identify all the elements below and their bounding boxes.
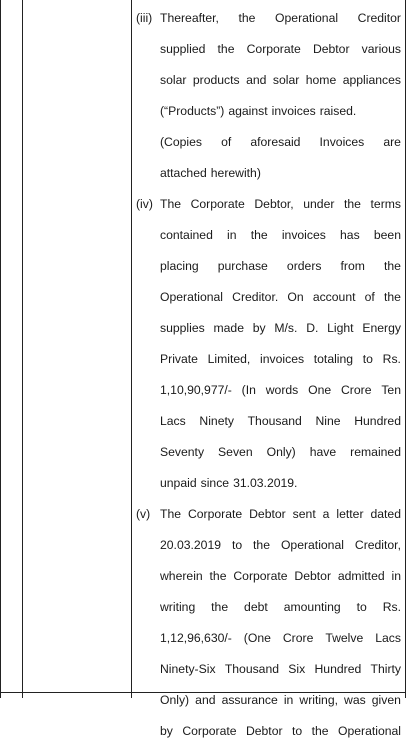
word: and bbox=[195, 693, 216, 707]
word: Only) bbox=[266, 445, 296, 459]
paragraph-line bbox=[136, 96, 401, 127]
word: of bbox=[221, 135, 232, 149]
word: Seventy bbox=[160, 445, 205, 459]
word: to bbox=[362, 352, 373, 366]
word: 1,10,90,977/- bbox=[160, 383, 232, 397]
word: the bbox=[217, 42, 235, 56]
word: Debtor bbox=[294, 569, 332, 583]
word: Operational bbox=[337, 724, 401, 738]
word: Ninety bbox=[199, 414, 234, 428]
word: remained bbox=[350, 445, 401, 459]
word: Twelve bbox=[325, 631, 364, 645]
word: sent bbox=[292, 507, 316, 521]
word: Thousand bbox=[247, 414, 302, 428]
word: the bbox=[209, 569, 227, 583]
word: the bbox=[211, 600, 229, 614]
word: Nine bbox=[315, 414, 341, 428]
word: Crore bbox=[282, 631, 314, 645]
paragraph-line bbox=[136, 685, 401, 716]
word: are bbox=[383, 135, 401, 149]
word: Creditor. bbox=[232, 290, 279, 304]
word: Private bbox=[160, 352, 198, 366]
word: in bbox=[391, 569, 401, 583]
word: (One bbox=[243, 631, 271, 645]
word: Limited, bbox=[207, 352, 251, 366]
word: Corporate bbox=[182, 724, 237, 738]
word: Operational bbox=[280, 538, 344, 552]
paragraph-line bbox=[136, 716, 401, 747]
word: unpaid bbox=[160, 476, 197, 490]
word: Operational bbox=[160, 290, 224, 304]
word: Thirty bbox=[370, 662, 401, 676]
word: in bbox=[227, 228, 237, 242]
word: assurance bbox=[221, 693, 278, 707]
paragraph-line bbox=[136, 406, 401, 437]
word: supplies bbox=[160, 321, 205, 335]
word: On bbox=[287, 290, 304, 304]
word: Debtor bbox=[249, 507, 286, 521]
word: D. bbox=[306, 321, 319, 335]
word: has bbox=[340, 228, 360, 242]
word: (In bbox=[241, 383, 256, 397]
word: Operational bbox=[275, 11, 339, 25]
word: Ten bbox=[381, 383, 401, 397]
word: invoices bbox=[271, 104, 316, 118]
paragraph-line bbox=[136, 375, 401, 406]
word: against bbox=[228, 104, 268, 118]
paragraph-line bbox=[136, 127, 401, 158]
word: aforesaid bbox=[250, 135, 301, 149]
paragraph-line bbox=[136, 220, 401, 251]
word: Thousand bbox=[224, 662, 280, 676]
paragraph-line bbox=[136, 468, 401, 499]
word: writing, bbox=[299, 693, 338, 707]
word: Debtor bbox=[245, 724, 283, 738]
paragraph-line bbox=[136, 34, 401, 65]
word: One bbox=[308, 383, 332, 397]
paragraph-number: (iv) bbox=[136, 197, 153, 211]
word: by bbox=[252, 321, 266, 335]
word: Light bbox=[327, 321, 354, 335]
paragraph-line bbox=[136, 561, 401, 592]
word: Debtor, bbox=[254, 197, 294, 211]
document-text-column bbox=[136, 3, 401, 747]
paragraph-line bbox=[136, 623, 401, 654]
word: attached bbox=[160, 166, 207, 180]
word: letter bbox=[336, 507, 364, 521]
paragraph-line bbox=[136, 251, 401, 282]
word: Corporate bbox=[246, 42, 301, 56]
word: admitted bbox=[337, 569, 385, 583]
word: (“Products”) bbox=[160, 104, 225, 118]
word: 20.03.2019 bbox=[160, 538, 221, 552]
word: debt bbox=[244, 600, 268, 614]
word: 31.03.2019. bbox=[233, 476, 298, 490]
word: Invoices bbox=[319, 135, 365, 149]
word: the bbox=[344, 197, 361, 211]
word: M/s. bbox=[274, 321, 298, 335]
paragraph-line bbox=[136, 282, 401, 313]
word: to bbox=[356, 600, 367, 614]
word: Ninety-Six bbox=[160, 662, 216, 676]
word: Energy bbox=[362, 321, 401, 335]
paragraph-line bbox=[136, 344, 401, 375]
word: to bbox=[291, 724, 303, 738]
word: various bbox=[361, 42, 401, 56]
word: from bbox=[340, 259, 365, 273]
word: in bbox=[283, 693, 294, 707]
word: raised. bbox=[319, 104, 357, 118]
word: Corporate bbox=[233, 569, 288, 583]
word: the bbox=[238, 11, 256, 25]
word: The bbox=[160, 197, 182, 211]
word: Crore bbox=[341, 383, 372, 397]
word: Corporate bbox=[187, 507, 243, 521]
table-column-divider-2 bbox=[131, 0, 132, 698]
word: words bbox=[265, 383, 299, 397]
word: invoices bbox=[260, 352, 305, 366]
word: wherein bbox=[160, 569, 203, 583]
paragraph-line bbox=[136, 499, 401, 530]
word: writing bbox=[160, 600, 196, 614]
word: dated bbox=[370, 507, 401, 521]
word: amounting bbox=[283, 600, 341, 614]
paragraph-line bbox=[136, 158, 401, 189]
word: placing bbox=[160, 259, 199, 273]
word: purchase bbox=[217, 259, 268, 273]
word: been bbox=[373, 228, 401, 242]
word: Hundred bbox=[354, 414, 401, 428]
word: Thereafter, bbox=[160, 11, 219, 25]
paragraph-line bbox=[136, 437, 401, 468]
word: Corporate bbox=[190, 197, 245, 211]
word: totaling bbox=[313, 352, 354, 366]
paragraph-line bbox=[136, 313, 401, 344]
paragraph-line bbox=[136, 3, 401, 34]
word: Lacs bbox=[160, 414, 186, 428]
word: Lacs bbox=[375, 631, 401, 645]
paragraph-line bbox=[136, 530, 401, 561]
word: Hundred bbox=[314, 662, 362, 676]
word: contained bbox=[160, 228, 213, 242]
word: was bbox=[344, 693, 366, 707]
word: and bbox=[246, 73, 267, 87]
word: appliances bbox=[342, 73, 401, 87]
table-column-divider-1 bbox=[22, 0, 23, 698]
word: made bbox=[213, 321, 244, 335]
word: under bbox=[303, 197, 335, 211]
word: Six bbox=[288, 662, 306, 676]
word: The bbox=[160, 507, 182, 521]
paragraph-line-words bbox=[160, 3, 401, 34]
word: (Copies bbox=[160, 135, 202, 149]
word: Only) bbox=[160, 693, 190, 707]
word: since bbox=[200, 476, 230, 490]
paragraph-number: (iii) bbox=[136, 11, 153, 25]
paragraph-line-words bbox=[160, 499, 401, 530]
word: the bbox=[384, 259, 401, 273]
word: Creditor bbox=[357, 11, 401, 25]
word: account bbox=[312, 290, 356, 304]
word: of bbox=[364, 290, 375, 304]
word: terms bbox=[370, 197, 401, 211]
word: to bbox=[231, 538, 243, 552]
word: have bbox=[309, 445, 337, 459]
word: home bbox=[305, 73, 337, 87]
word: a bbox=[322, 507, 330, 521]
paragraph-line bbox=[136, 65, 401, 96]
word: 1,12,96,630/- bbox=[160, 631, 232, 645]
paragraph-line-words bbox=[160, 189, 401, 220]
word: products bbox=[192, 73, 240, 87]
word: solar bbox=[160, 73, 187, 87]
word: the bbox=[383, 290, 401, 304]
word: Rs. bbox=[382, 352, 401, 366]
word: the bbox=[253, 538, 270, 552]
word: orders bbox=[286, 259, 322, 273]
word: herewith) bbox=[210, 166, 261, 180]
word: the bbox=[311, 724, 329, 738]
word: invoices bbox=[281, 228, 326, 242]
word: Seven bbox=[218, 445, 253, 459]
word: supplied bbox=[160, 42, 206, 56]
word: Rs. bbox=[382, 600, 401, 614]
word: by bbox=[160, 724, 173, 738]
paragraph-number: (v) bbox=[136, 507, 151, 521]
paragraph-line bbox=[136, 654, 401, 685]
table-border-left bbox=[0, 0, 1, 698]
word: Creditor, bbox=[354, 538, 401, 552]
paragraph-line bbox=[136, 592, 401, 623]
paragraph-line bbox=[136, 189, 401, 220]
word: solar bbox=[272, 73, 300, 87]
word: the bbox=[250, 228, 268, 242]
word: Debtor bbox=[312, 42, 350, 56]
word: given bbox=[371, 693, 401, 707]
